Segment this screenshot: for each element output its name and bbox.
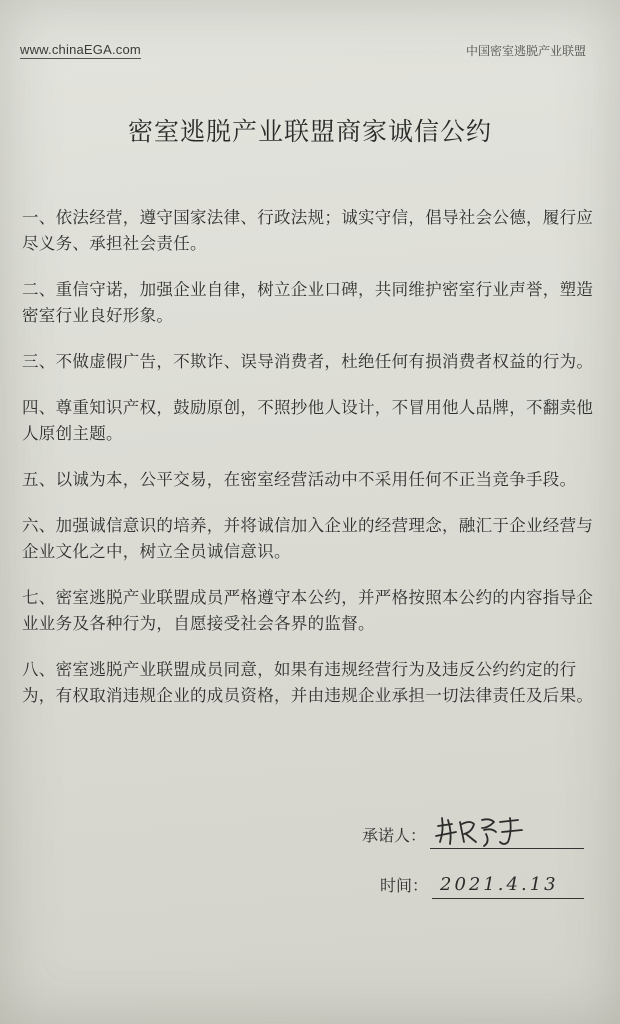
document-title: 密室逃脱产业联盟商家诚信公约 (127, 117, 492, 146)
date-label: 时间： (379, 876, 428, 895)
svg-text:2021.4.13: 2021.4.13 (440, 874, 559, 895)
signer-row (362, 820, 584, 849)
clause-5: 五、以诚为本，公平交易，在密室经营活动中不采用任何不正当竞争手段。 (22, 470, 577, 489)
site-url: www.chinaEGA.com (20, 42, 141, 57)
handwritten-date (432, 868, 582, 898)
clause-7: 七、密室逃脱产业联盟成员严格遵守本公约，并严格按照本公约的内容指导企业业务及各种行为，自愿接受社会各界的监督。 (22, 588, 594, 633)
clause-3: 三、不做虚假广告，不欺诈、误导消费者，杜绝任何有损消费者权益的行为。 (22, 352, 594, 371)
clause-4: 四、尊重知识产权，鼓励原创，不照抄他人设计，不冒用他人品牌，不翻卖他人原创主题。 (22, 398, 594, 443)
handwritten-signature (430, 812, 540, 848)
clause-1: 一、依法经营，遵守国家法律、行政法规；诚实守信，倡导社会公德，履行应尽义务、承担社会责任。 (22, 208, 594, 253)
date-line (432, 870, 584, 899)
clause-8: 八、密室逃脱产业联盟成员同意，如果有违规经营行为及违反公约约定的行为，有权取消违规企业的成员资格，并由违规企业承担一切法律责任及后果。 (22, 660, 594, 705)
clause-6: 六、加强诚信意识的培养，并将诚信加入企业的经营理念，融汇于企业经营与企业文化之中，树立全员诚信意识。 (22, 516, 594, 561)
organization-header: 中国密室逃脱产业联盟 (465, 44, 586, 58)
signer-label: 承诺人： (361, 826, 426, 845)
signature-line (430, 820, 584, 849)
date-row (380, 870, 584, 899)
clause-2: 二、重信守诺，加强企业自律，树立企业口碑，共同维护密室行业声誉，塑造密室行业良好形象。 (22, 280, 594, 325)
clause-list (22, 205, 594, 729)
